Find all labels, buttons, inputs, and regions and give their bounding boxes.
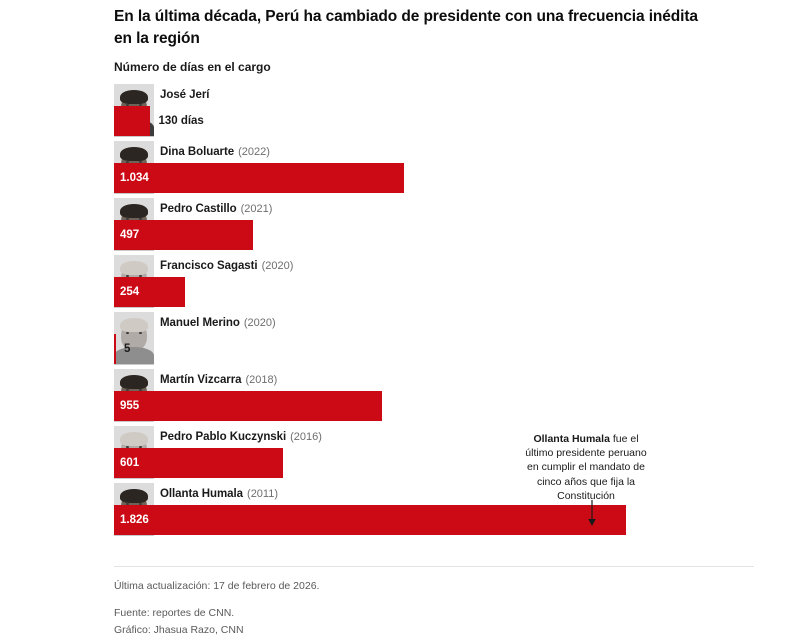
down-arrow-icon [585,500,599,526]
bar [114,448,283,478]
chart-row [114,255,754,307]
bar-value-label: 1.826 [120,514,149,526]
president-name: Dina Boluarte [160,146,235,158]
row-label [114,84,754,106]
chart-row [114,483,754,535]
term-start-year: (2018) [245,374,278,386]
footer-source: Fuente: reportes de CNN. [114,606,235,619]
bar-track [114,277,754,307]
bar-value-label: 5 [124,343,131,355]
term-start-year: (2011) [247,488,279,500]
row-label [114,483,754,505]
bar-value-label: 601 [120,457,140,469]
bar-track [114,334,754,364]
president-name: Ollanta Humala [160,488,244,500]
bar-value-label: 497 [120,229,140,241]
president-name: Francisco Sagasti [160,260,258,272]
bar-track [114,391,754,421]
chart-row [114,198,754,250]
president-name: Manuel Merino [160,317,240,329]
chart-row [114,312,754,364]
bar-value-label: 1.034 [120,172,149,184]
row-label [114,312,754,334]
bar-chart [114,84,754,540]
footer-updated: Última actualización: 17 de febrero de 2026. [114,580,320,592]
bar-value-label: 130 días [158,115,204,127]
bar-track [114,505,754,535]
bar-track [114,163,754,193]
row-label [114,255,754,277]
annotation-rest: fue el último presidente peruano en cumplir el mandato de cinco años que fija la Constitución [525,433,647,502]
president-name: Pedro Castillo [160,203,237,215]
term-start-year: (2020) [261,260,294,272]
bar [114,505,626,535]
bar-track [114,220,754,250]
president-name: Pedro Pablo Kuczynski [160,431,287,443]
row-label [114,198,754,220]
president-name: Martín Vizcarra [160,374,242,386]
term-start-year: (2016) [290,431,322,443]
footer-credit: Gráfico: Jhasua Razo, CNN [114,623,244,636]
row-label [114,141,754,163]
chart-subtitle: Número de días en el cargo [114,60,271,74]
bar [114,106,150,136]
bar-track [114,448,754,478]
bar-value-label: 254 [120,286,140,298]
bar [114,334,116,364]
term-start-year: (2020) [243,317,276,329]
annotation-text [524,432,648,503]
bar [114,391,382,421]
bar-value-label: 955 [120,400,140,412]
chart-row [114,141,754,193]
term-start-year: (2022) [238,146,270,158]
page-title: En la última década, Perú ha cambiado de presidente con una frecuencia inédita en la región [114,8,698,47]
bar [114,163,404,193]
chart-row [114,426,754,478]
row-label [114,426,754,448]
row-label [114,369,754,391]
annotation-bold: Ollanta Humala [533,433,610,445]
bar-track [114,106,754,136]
footer-divider [114,566,754,567]
term-start-year: (2021) [240,203,273,215]
chart-row [114,84,754,136]
president-name: José Jerí [160,89,210,101]
chart-row [114,369,754,421]
footer [114,578,319,638]
